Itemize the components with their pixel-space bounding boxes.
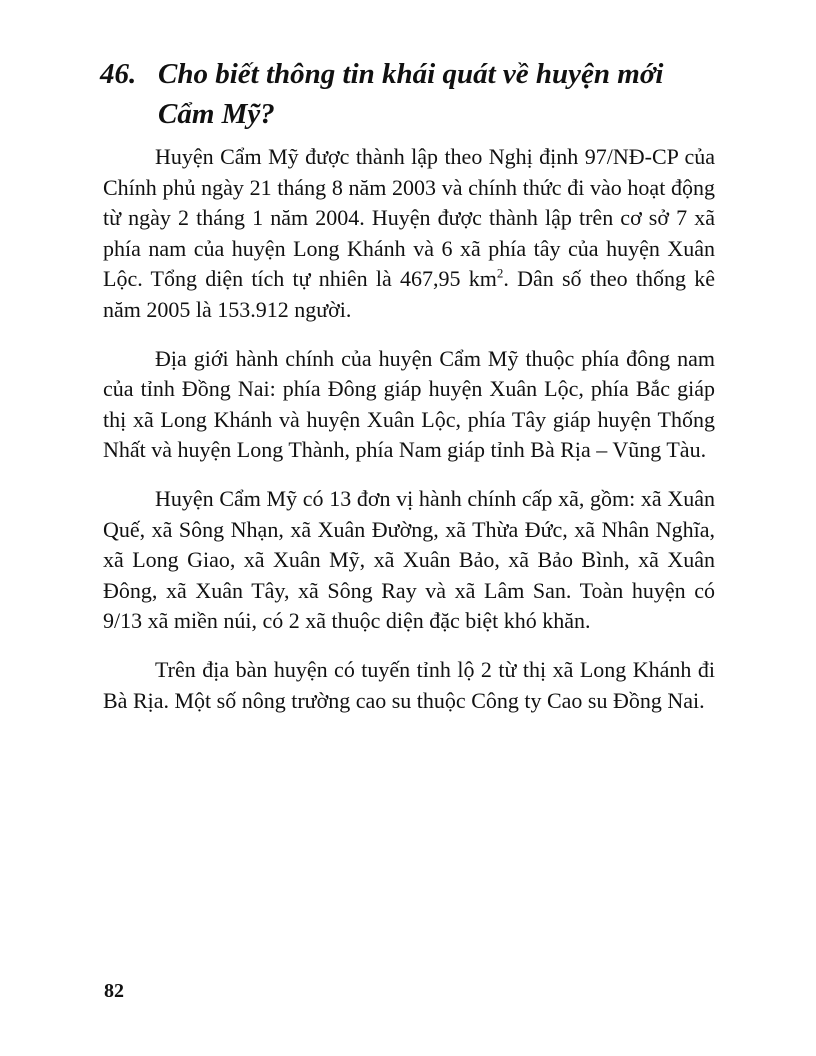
question-heading: [100, 54, 740, 134]
paragraph-overview-text: Huyện Cẩm Mỹ được thành lập theo Nghị định 97/NĐ-CP của Chính phủ ngày 21 tháng 8 năm 2003 và chính thức đi vào hoạt động từ ngày 2 tháng 1 năm 2004. Huyện được thành lập trên cơ sở 7 xã phía nam của huyện Long Khánh và 6 xã phía tây của huyện Xuân Lộc. Tổng diện tích tự nhiên là 467,95 km: [103, 144, 715, 292]
page-number: 82: [104, 980, 124, 1002]
paragraph-communes: Huyện Cẩm Mỹ có 13 đơn vị hành chính cấp xã, gồm: xã Xuân Quế, xã Sông Nhạn, xã Xuân Đường, xã Thừa Đức, xã Nhân Nghĩa, xã Long Giao, xã Xuân Mỹ, xã Xuân Bảo, xã Bảo Bình, xã Xuân Đông, xã Xuân Tây, xã Sông Ray và xã Lâm San. Toàn huyện có 9/13 xã miền núi, có 2 xã thuộc diện đặc biệt khó khăn.: [103, 485, 715, 634]
paragraph-overview-text-end: . Dân số theo thống kê năm 2005 là 153.912 người.: [103, 266, 716, 322]
paragraph-overview: [103, 142, 715, 326]
question-number: 46.: [100, 58, 137, 90]
question-title-line-2: Cẩm Mỹ?: [158, 98, 275, 130]
question-title-line-1: Cho biết thông tin khái quát về huyện mới: [158, 58, 664, 90]
paragraph-transport: Trên địa bàn huyện có tuyến tỉnh lộ 2 từ thị xã Long Khánh đi Bà Rịa. Một số nông trường cao su thuộc Công ty Cao su Đồng Nai.: [103, 656, 715, 713]
area-unit-superscript: 2: [496, 266, 504, 282]
paragraph-boundaries: Địa giới hành chính của huyện Cẩm Mỹ thuộc phía đông nam của tỉnh Đồng Nai: phía Đông giáp huyện Xuân Lộc, phía Bắc giáp thị xã Long Khánh và huyện Xuân Lộc, phía Tây giáp huyện Thống Nhất và huyện Long Thành, phía Nam giáp tỉnh Bà Rịa – Vũng Tàu.: [103, 345, 715, 463]
answer-body: [103, 142, 715, 716]
